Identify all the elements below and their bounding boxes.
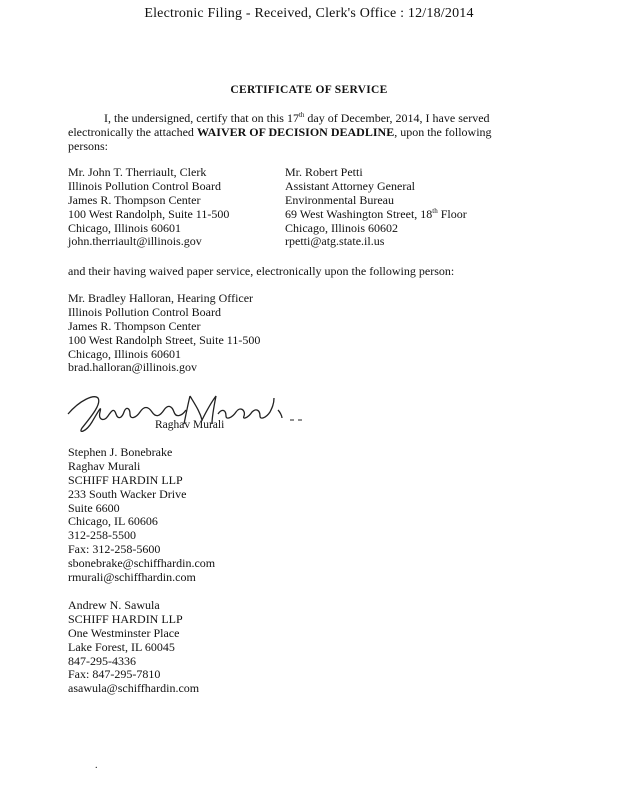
recipient-city: Chicago, Illinois 60601 bbox=[68, 220, 181, 235]
document-title: CERTIFICATE OF SERVICE bbox=[230, 84, 388, 96]
recipient-title: Assistant Attorney General bbox=[285, 178, 415, 193]
handwritten-signature bbox=[60, 382, 320, 442]
recipient-street bbox=[285, 208, 467, 222]
firm-city: Lake Forest, IL 60045 bbox=[68, 639, 175, 654]
recipient-email: rpetti@atg.state.il.us bbox=[285, 234, 385, 249]
recipient-org: Illinois Pollution Control Board bbox=[68, 178, 222, 193]
attorney-name: Stephen J. Bonebrake bbox=[68, 445, 173, 459]
officer-city: Chicago, Illinois 60601 bbox=[68, 346, 181, 361]
recipient-clerk-address bbox=[68, 166, 229, 249]
certification-text-c: electronically the attached bbox=[68, 125, 197, 139]
firm-email: sbonebrake@schiffhardin.com bbox=[68, 556, 216, 571]
recipient-bureau: Environmental Bureau bbox=[285, 192, 394, 207]
firm-street: 233 South Wacker Drive bbox=[68, 486, 187, 501]
recipient-city: Chicago, Illinois 60602 bbox=[285, 220, 398, 235]
recipient-street: 100 West Randolph, Suite 11-500 bbox=[68, 206, 230, 221]
filing-stamp-header: Electronic Filing - Received, Clerk's Office : 12/18/2014 bbox=[144, 6, 474, 21]
attorney-name: Raghav Murali bbox=[68, 458, 141, 473]
officer-street: 100 West Randolph Street, Suite 11-500 bbox=[68, 332, 261, 347]
firm-phone: 312-258-5500 bbox=[68, 528, 136, 543]
firm-name: SCHIFF HARDIN LLP bbox=[68, 611, 183, 626]
officer-email: brad.halloran@illinois.gov bbox=[68, 360, 198, 375]
firm-name: SCHIFF HARDIN LLP bbox=[68, 472, 183, 487]
firm-city: Chicago, IL 60606 bbox=[68, 514, 158, 529]
waiver-paragraph: and their having waived paper service, electronically upon the following person: bbox=[68, 264, 455, 278]
firm-email: rmurali@schiffhardin.com bbox=[68, 570, 196, 585]
schiff-hardin-lake-forest-signature-block bbox=[68, 599, 199, 696]
floor-ordinal-suffix: th bbox=[432, 206, 438, 215]
recipient-name: Mr. Robert Petti bbox=[285, 165, 363, 179]
schiff-hardin-chicago-signature-block bbox=[68, 446, 215, 585]
firm-suite: Suite 6600 bbox=[68, 500, 120, 515]
street-text: 69 West Washington Street, 18 bbox=[285, 206, 433, 221]
firm-email: asawula@schiffhardin.com bbox=[68, 681, 200, 696]
certification-line-2 bbox=[68, 125, 508, 139]
certification-paragraph bbox=[68, 111, 508, 153]
firm-fax: Fax: 847-295-7810 bbox=[68, 667, 161, 682]
recipient-building: James R. Thompson Center bbox=[68, 192, 201, 207]
firm-fax: Fax: 312-258-5600 bbox=[68, 542, 161, 557]
document-served-title: WAIVER OF DECISION DEADLINE bbox=[196, 125, 395, 139]
signer-printed-name: Raghav Murali bbox=[155, 419, 225, 431]
recipient-email: john.therriault@illinois.gov bbox=[68, 234, 202, 249]
officer-name: Mr. Bradley Halloran, Hearing Officer bbox=[68, 291, 254, 305]
officer-building: James R. Thompson Center bbox=[68, 318, 201, 333]
firm-phone: 847-295-4336 bbox=[68, 653, 136, 668]
ordinal-suffix: th bbox=[298, 111, 305, 119]
attorney-name: Andrew N. Sawula bbox=[68, 598, 160, 612]
recipient-name: Mr. John T. Therriault, Clerk bbox=[68, 165, 207, 179]
certification-line-1 bbox=[68, 111, 508, 125]
certification-text-a: I, the undersigned, certify that on this 17 bbox=[104, 111, 299, 125]
floor-text: Floor bbox=[437, 206, 467, 221]
firm-street: One Westminster Place bbox=[68, 625, 180, 640]
recipient-attorney-general-address bbox=[285, 166, 467, 249]
certification-text-b: day of December, 2014, I have served bbox=[304, 111, 490, 125]
certification-line-3: persons: bbox=[68, 139, 108, 153]
certification-text-d: , upon the following bbox=[394, 125, 492, 139]
hearing-officer-address bbox=[68, 292, 260, 375]
officer-org: Illinois Pollution Control Board bbox=[68, 304, 222, 319]
stray-mark: . bbox=[95, 760, 98, 771]
